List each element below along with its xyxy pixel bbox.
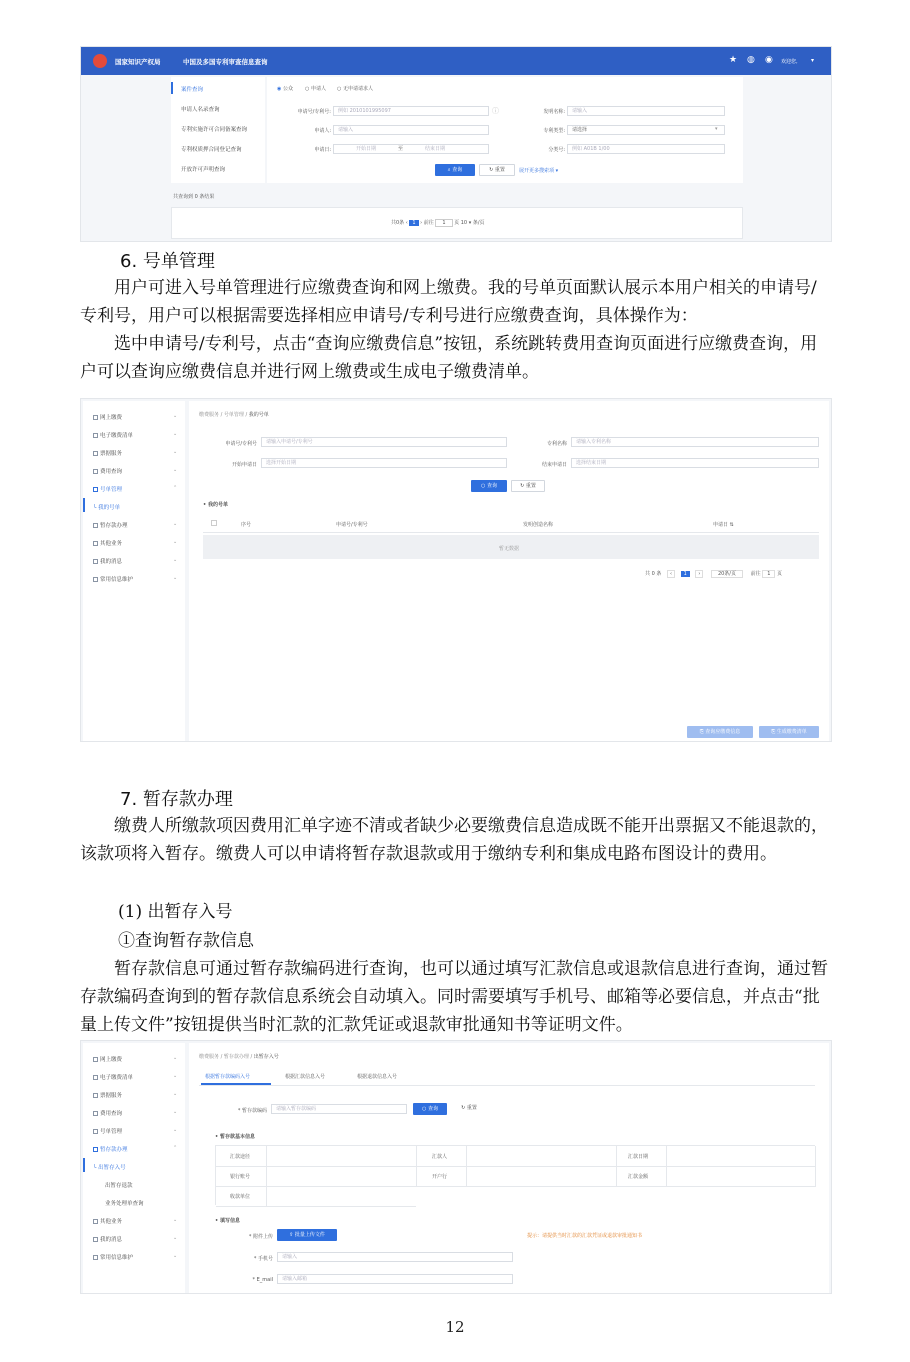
- invention-input[interactable]: 请输入专利名称: [571, 437, 819, 447]
- basic-info-title: • 暂存款基本信息: [215, 1134, 255, 1140]
- code-input[interactable]: 请输入暂存款编码: [271, 1104, 407, 1114]
- batch-upload-label: 批量上传文件: [294, 1232, 325, 1238]
- code-label: * 暂存款编码: [237, 1108, 267, 1114]
- goto-suffix: 页: [454, 220, 460, 226]
- chevron-down-icon: ⌄: [173, 1127, 178, 1133]
- date-to: 至: [398, 146, 404, 152]
- sidebar-item-info-maint[interactable]: 常用信息维护: [93, 575, 133, 583]
- label-remitter: 汇款人: [432, 1154, 448, 1160]
- section7-subheading1: (1) 出暂存入号: [118, 902, 233, 922]
- sidebar-item-e-pay-list[interactable]: 电子缴费清单: [93, 1073, 133, 1081]
- pagination: [645, 570, 782, 577]
- sidebar-item-messages[interactable]: 我的消息: [93, 1235, 122, 1243]
- sidebar-item-number-mgmt[interactable]: 号单管理: [93, 1127, 122, 1135]
- chevron-down-icon: ▾: [468, 220, 472, 226]
- refresh-icon: ↻: [489, 167, 495, 173]
- invention-label: 专利名称: [546, 441, 567, 447]
- page-number: 12: [445, 1318, 465, 1336]
- label-bank: 开户行: [432, 1174, 448, 1180]
- chevron-down-icon: ⌄: [173, 413, 178, 419]
- page-current[interactable]: 1: [409, 220, 418, 226]
- generate-list-label: 生成缴费清单: [776, 729, 807, 735]
- user-icon[interactable]: ◉: [765, 55, 773, 65]
- fill-info-title: • 填写信息: [215, 1218, 240, 1224]
- date-end: 结束日期: [425, 146, 446, 152]
- email-input[interactable]: 请输入邮箱: [277, 1274, 513, 1284]
- sidebar: [83, 401, 185, 741]
- sidebar-item-open-license[interactable]: 开放许可声明查询: [181, 167, 226, 173]
- sidebar-item-online-pay[interactable]: 网上缴费: [93, 413, 122, 421]
- star-icon[interactable]: ★: [729, 55, 738, 65]
- chevron-down-icon: ⌄: [173, 1091, 178, 1097]
- applicant-label: 申请人:: [314, 128, 331, 134]
- refresh-icon: ↻: [461, 1105, 467, 1111]
- sidebar-item-other[interactable]: 其他业务: [93, 539, 122, 547]
- col-app-date: 申请日 ⇅: [713, 522, 734, 528]
- reset-button[interactable]: [453, 1103, 485, 1115]
- label-amount: 汇款金额: [628, 1174, 649, 1180]
- chevron-down-icon: ⌄: [173, 449, 178, 455]
- breadcrumb: 缴费服务 / 号单管理 / 我的号单: [199, 412, 269, 418]
- reset-button[interactable]: [511, 480, 545, 492]
- email-label: * E_mail: [252, 1277, 273, 1283]
- date-start: 开始日期: [356, 146, 377, 152]
- tab-by-remittance[interactable]: 根据汇款信息入号: [285, 1074, 326, 1080]
- chevron-down-icon: ⌄: [173, 1217, 178, 1223]
- chevron-down-icon: ⌄: [173, 1235, 178, 1241]
- app-title: 中国及多国专利审查信息查询: [183, 58, 268, 66]
- date-label: 申请日:: [314, 147, 331, 153]
- col-invention: 发明创造名称: [523, 522, 554, 528]
- logo-icon: [93, 54, 107, 68]
- class-label: 分类号:: [548, 147, 565, 153]
- chevron-down-icon: ⌄: [173, 467, 178, 473]
- goto-input[interactable]: 1: [762, 570, 775, 578]
- label-bank-account: 银行账号: [230, 1174, 251, 1180]
- table-title: • 我的号单: [203, 502, 228, 508]
- tab-divider: [199, 1085, 815, 1086]
- next-icon[interactable]: ›: [420, 220, 424, 226]
- upload-icon: ⇪: [289, 1232, 295, 1238]
- globe-icon[interactable]: ◍: [747, 55, 755, 65]
- attach-label: * 附件上传: [248, 1234, 273, 1240]
- expand-more-link[interactable]: 展开更多搜索项 ▾: [519, 168, 559, 174]
- sidebar-item-info-maint[interactable]: 常用信息维护: [93, 1253, 133, 1261]
- tab-by-refund[interactable]: 根据退款信息入号: [357, 1074, 398, 1080]
- sidebar-item-number-mgmt[interactable]: 号单管理: [93, 485, 122, 493]
- chevron-down-icon: ⌄: [173, 1055, 178, 1061]
- date-range-input[interactable]: [333, 144, 489, 154]
- list-icon: ⎘: [771, 729, 777, 735]
- chevron-down-icon: ⌄: [173, 1253, 178, 1259]
- label-payee: 收款单位: [230, 1194, 251, 1200]
- sidebar: [83, 1043, 185, 1294]
- reset-button-label: 重置: [466, 1105, 477, 1111]
- sidebar-item-deposit-in[interactable]: └ 出暂存入号: [93, 1165, 126, 1171]
- chevron-down-icon: ⌄: [173, 431, 178, 437]
- sidebar-item-deposit-refund[interactable]: 出暂存退款: [105, 1183, 133, 1189]
- sidebar-item-license[interactable]: 专利实施许可合同备案查询: [181, 127, 248, 133]
- generate-list-button[interactable]: [759, 726, 819, 738]
- sidebar: [171, 77, 265, 183]
- goto-prefix: 前往: [423, 220, 434, 226]
- search-button-label: 查询: [486, 483, 497, 489]
- page-size-suffix: 条/页: [472, 220, 485, 226]
- page-size[interactable]: 10: [460, 220, 468, 226]
- breadcrumb: 缴费服务 / 暂存款办理 / 出暂存入号: [199, 1054, 279, 1060]
- sidebar-item-pledge[interactable]: 专利权质押合同登记查询: [181, 147, 242, 153]
- app-no-label: 申请号/专利号: [225, 441, 257, 447]
- section6-paragraph1: 用户可进入号单管理进行应缴费查询和网上缴费。我的号单页面默认展示本用户相关的申请号/专利号，用户可以根据需要选择相应申请号/专利号进行应缴费查询，具体操作为：: [80, 278, 817, 326]
- chevron-up-icon: ⌃: [173, 485, 178, 491]
- search-icon: ⌕: [447, 167, 453, 173]
- reset-button-label: 重置: [494, 167, 505, 173]
- search-icon: ○: [481, 483, 487, 489]
- goto-suffix: 页: [776, 571, 782, 577]
- search-button-label: 查询: [427, 1106, 438, 1112]
- pagination: [391, 219, 485, 226]
- label-remit-date: 汇款日期: [628, 1154, 649, 1160]
- col-index: 序号: [241, 522, 252, 528]
- sidebar-item-e-pay-list[interactable]: 电子缴费清单: [93, 431, 133, 439]
- radio-applicant[interactable]: ○ 申请人: [305, 86, 326, 92]
- sidebar-item-online-pay[interactable]: 网上缴费: [93, 1055, 122, 1063]
- upload-hint: 提示：请提供当时汇款的汇款凭证或退款审批通知书: [527, 1233, 643, 1239]
- search-icon: ⎘: [699, 729, 706, 735]
- section6-paragraph2: 选中申请号/专利号，点击“查询应缴费信息”按钮，系统跳转费用查询页面进行应缴费查询，用户可以查询应缴费信息并进行网上缴费或生成电子缴费清单。: [80, 334, 818, 382]
- search-button[interactable]: [471, 480, 507, 492]
- app-header: [81, 47, 832, 75]
- sidebar-item-fee-query[interactable]: 费用查询: [93, 467, 122, 475]
- total-count: 共 0 条: [645, 571, 662, 577]
- select-all-checkbox[interactable]: [211, 520, 217, 526]
- app-no-input[interactable]: 例如 2010101995097: [333, 106, 489, 116]
- radio-public[interactable]: ◉ 公众: [277, 86, 293, 92]
- prev-icon[interactable]: ‹: [405, 220, 410, 226]
- total-count: 共0条: [391, 220, 405, 226]
- sidebar-item-deposit[interactable]: 暂存款办理: [93, 521, 128, 529]
- phone-input[interactable]: 请输入: [277, 1252, 513, 1262]
- section7-subheading2: ①查询暂存款信息: [118, 931, 254, 951]
- radio-none[interactable]: ○ 无申请请求人: [337, 86, 373, 92]
- user-welcome[interactable]: 欢迎您,: [781, 59, 798, 65]
- goto-input[interactable]: 1: [435, 219, 452, 227]
- chevron-down-icon[interactable]: ▾: [811, 57, 815, 64]
- goto-prefix: 前往: [750, 571, 761, 577]
- sidebar-item-other[interactable]: 其他业务: [93, 1217, 122, 1225]
- batch-upload-button[interactable]: [277, 1229, 337, 1241]
- type-select[interactable]: 请选择: [567, 125, 725, 135]
- page-size[interactable]: 20条/页: [711, 570, 743, 578]
- screenshot-my-number-list: [80, 398, 832, 742]
- search-button[interactable]: [435, 164, 475, 176]
- result-count: 共查询到 0 条结果: [173, 194, 215, 200]
- empty-text: 暂无数据: [499, 546, 520, 552]
- search-button-label: 查询: [452, 167, 463, 173]
- sidebar-item-applicant[interactable]: 申请人名录查询: [181, 107, 220, 113]
- type-label: 专利类型:: [543, 128, 565, 134]
- screenshot-patent-search: [80, 46, 832, 242]
- refresh-icon: ↻: [520, 483, 526, 489]
- help-icon[interactable]: ⓘ: [492, 107, 499, 115]
- tab-by-code[interactable]: 根据暂存款编码入号: [205, 1074, 251, 1080]
- class-input[interactable]: 例如 A01B 1/00: [567, 144, 725, 154]
- start-date-input[interactable]: 选择开始日期: [261, 458, 507, 468]
- sidebar-item-case[interactable]: 案件查询: [181, 87, 204, 93]
- sidebar-item-messages[interactable]: 我的消息: [93, 557, 122, 565]
- sidebar-item-business-query[interactable]: 业务处理单查询: [105, 1201, 144, 1207]
- chevron-down-icon: ⌄: [173, 1073, 178, 1079]
- prev-icon[interactable]: ‹: [667, 570, 675, 578]
- basic-info-table: [215, 1145, 815, 1205]
- chevron-down-icon: ▾: [715, 126, 718, 132]
- end-date-input[interactable]: 选择结束日期: [571, 458, 819, 468]
- invention-input[interactable]: 请输入: [567, 106, 725, 116]
- app-no-input[interactable]: 请输入申请号/专利号: [261, 437, 507, 447]
- applicant-input[interactable]: 请输入: [333, 125, 489, 135]
- chevron-down-icon: ⌄: [173, 539, 178, 545]
- sidebar-item-invoice[interactable]: 票据服务: [93, 449, 122, 457]
- invention-label: 发明名称:: [543, 109, 565, 115]
- chevron-up-icon: ⌃: [173, 1145, 178, 1151]
- col-app-no: 申请号/专利号: [336, 522, 368, 528]
- app-no-label: 申请号/专利号:: [297, 109, 331, 115]
- start-date-label: 开始申请日: [231, 462, 257, 468]
- sidebar-item-deposit[interactable]: 暂存款办理: [93, 1145, 128, 1153]
- sidebar-item-fee-query[interactable]: 费用查询: [93, 1109, 122, 1117]
- sidebar-item-invoice[interactable]: 票据服务: [93, 1091, 122, 1099]
- section6-heading: 6. 号单管理: [120, 251, 215, 272]
- section7-paragraph1: 缴费人所缴款项因费用汇单字迹不清或者缺少必要缴费信息造成既不能开出票据又不能退款的，该款项将入暂存。缴费人可以申请将暂存款退款或用于缴纳专利和集成电路布图设计的费用。: [80, 816, 828, 864]
- section7-heading: 7. 暂存款办理: [120, 789, 233, 810]
- logo-text: 国家知识产权局: [115, 58, 161, 66]
- end-date-label: 结束申请日: [541, 462, 567, 468]
- chevron-down-icon: ⌄: [173, 1109, 178, 1115]
- chevron-down-icon: ⌄: [173, 557, 178, 563]
- screenshot-deposit-number: [80, 1040, 832, 1294]
- chevron-down-icon: ⌄: [173, 575, 178, 581]
- phone-label: * 手机号: [253, 1256, 273, 1262]
- page-current[interactable]: 1: [681, 571, 690, 577]
- next-icon[interactable]: ›: [695, 570, 703, 578]
- chevron-down-icon: ⌄: [173, 521, 178, 527]
- section7-paragraph2: 暂存款信息可通过暂存款编码进行查询，也可以通过填写汇款信息或退款信息进行查询，通过暂存款编码查询到的暂存款信息系统会自动填入。同时需要填写手机号、邮箱等必要信息，并点击“批量上传文件”按钮提供当时汇款的汇款凭证或退款审批通知书等证明文件。: [80, 959, 828, 1035]
- sidebar-item-my-number[interactable]: └ 我的号单: [93, 505, 121, 511]
- search-button[interactable]: [413, 1103, 447, 1115]
- reset-button[interactable]: [479, 164, 515, 176]
- query-fee-label: 查询应缴费信息: [705, 729, 741, 735]
- label-remit-channel: 汇款途径: [230, 1154, 251, 1160]
- search-icon: ○: [422, 1106, 428, 1112]
- reset-button-label: 重置: [525, 483, 536, 489]
- query-fee-button[interactable]: [687, 726, 753, 738]
